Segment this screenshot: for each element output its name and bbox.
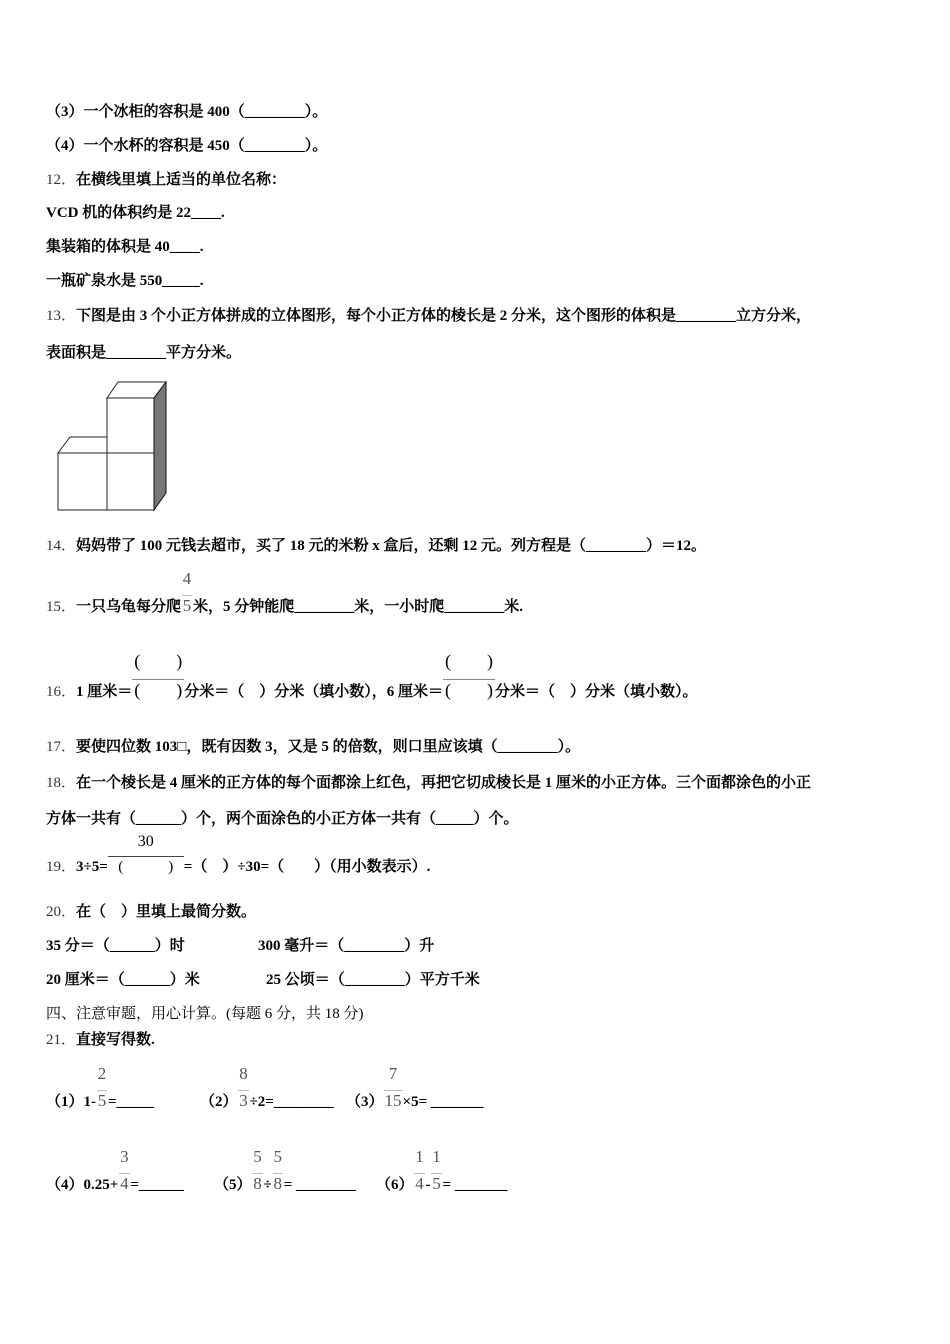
denominator: 5 bbox=[97, 1091, 107, 1110]
denominator: 3 bbox=[239, 1091, 248, 1110]
question-text: 直接写得数. bbox=[76, 1032, 155, 1048]
question-text: 下图是由 3 个小正方体拼成的立体图形，每个小正方体的棱长是 2 分米，这个图形的体积是________立方分米， bbox=[76, 308, 812, 324]
q21-p3 bbox=[346, 1064, 484, 1112]
denominator: 8 bbox=[273, 1174, 282, 1193]
cube-figure bbox=[50, 375, 175, 515]
question-text: 要使四位数 103□，既有因数 3，又是 5 的倍数，则口里应该填（________）。 bbox=[76, 739, 581, 755]
denominator: 8 bbox=[253, 1174, 262, 1193]
q12-line3: 一瓶矿泉水是 550_____. bbox=[46, 273, 204, 289]
numerator: 2 bbox=[97, 1064, 107, 1083]
answer-blank: =_____ bbox=[108, 1094, 155, 1110]
operator: - bbox=[425, 1177, 431, 1193]
label: （3） bbox=[346, 1094, 384, 1110]
numerator-blank: ( ) bbox=[445, 651, 494, 671]
fraction bbox=[384, 1064, 403, 1111]
q20-item-c: 20 厘米＝（______）米 bbox=[46, 972, 200, 988]
q12-line2: 集装箱的体积是 40____. bbox=[46, 239, 204, 255]
fraction bbox=[414, 1147, 426, 1194]
q16 bbox=[46, 651, 698, 702]
q17 bbox=[46, 737, 580, 757]
question-number: 21． bbox=[46, 1032, 77, 1048]
question-text: 妈妈带了 100 元钱去超市，买了 18 元的米粉 x 盒后，还剩 12 元。列方程是（________）＝12。 bbox=[76, 538, 707, 554]
q11-item4: （4）一个水杯的容积是 450（________）。 bbox=[46, 138, 328, 154]
numerator: 1 bbox=[415, 1147, 424, 1166]
question-number: 12． bbox=[46, 172, 77, 188]
q19 bbox=[46, 833, 431, 877]
question-text: 在横线里填上适当的单位名称： bbox=[76, 172, 287, 188]
question-number: 18． bbox=[46, 775, 77, 791]
fraction bbox=[238, 1064, 250, 1111]
question-number: 16． bbox=[46, 684, 77, 700]
q13-line1 bbox=[46, 306, 811, 326]
question-text: 一只乌龟每分爬 bbox=[76, 599, 182, 615]
question-text: =（ ）÷30=（ ）（用小数表示）. bbox=[183, 859, 431, 875]
section-heading: 四、注意审题，用心计算。(每题 6 分，共 18 分) bbox=[46, 1006, 364, 1022]
q11-item3: （3）一个冰柜的容积是 400（________）。 bbox=[46, 104, 328, 120]
fraction bbox=[118, 1147, 130, 1194]
numerator: 30 bbox=[137, 833, 154, 850]
denominator: 5 bbox=[182, 596, 192, 615]
denominator-blank: ( ) bbox=[445, 680, 494, 700]
fraction bbox=[108, 833, 184, 877]
question-number: 13． bbox=[46, 308, 77, 324]
denominator-blank: ( ) bbox=[134, 680, 183, 700]
q15 bbox=[46, 569, 524, 617]
numerator: 4 bbox=[182, 569, 192, 588]
denominator: 4 bbox=[415, 1174, 424, 1193]
answer-blank: =______ bbox=[130, 1177, 184, 1193]
fraction bbox=[181, 569, 193, 616]
question-number: 20． bbox=[46, 904, 77, 920]
q21-p2 bbox=[200, 1064, 334, 1112]
denominator: 5 bbox=[432, 1174, 441, 1193]
blank-fraction bbox=[443, 651, 495, 700]
numerator-blank: ( ) bbox=[134, 651, 183, 671]
numerator: 8 bbox=[239, 1064, 248, 1083]
fraction bbox=[431, 1147, 443, 1194]
question-text: 米，5 分钟能爬________米，一小时爬________米. bbox=[193, 599, 524, 615]
denominator: 4 bbox=[120, 1174, 129, 1193]
numerator: 3 bbox=[120, 1147, 129, 1166]
question-text: 3÷5= bbox=[76, 859, 108, 875]
numerator: 5 bbox=[253, 1147, 262, 1166]
q18-line1 bbox=[46, 773, 811, 793]
numerator: 1 bbox=[432, 1147, 441, 1166]
q21-p4 bbox=[46, 1147, 184, 1195]
answer-blank: = ________ bbox=[283, 1177, 357, 1193]
question-number: 14． bbox=[46, 538, 77, 554]
label: （4）0.25+ bbox=[46, 1177, 119, 1193]
fraction bbox=[252, 1147, 264, 1194]
q12-line1: VCD 机的体积约是 22____. bbox=[46, 205, 225, 221]
fraction bbox=[96, 1064, 108, 1111]
numerator: 7 bbox=[388, 1064, 398, 1083]
denominator: 15 bbox=[384, 1091, 402, 1110]
blank-fraction bbox=[132, 651, 184, 700]
denominator-blank: ( ) bbox=[108, 856, 184, 877]
q21-title bbox=[46, 1030, 155, 1050]
q21-p6 bbox=[376, 1147, 508, 1195]
question-number: 17． bbox=[46, 739, 77, 755]
operator: ÷ bbox=[263, 1177, 272, 1193]
label: （2） bbox=[200, 1094, 238, 1110]
question-text: 在（ ）里填上最简分数。 bbox=[76, 904, 257, 920]
answer-blank: = _______ bbox=[442, 1177, 508, 1193]
q13-line2: 表面积是________平方分米。 bbox=[46, 345, 242, 361]
label: （1）1- bbox=[46, 1094, 96, 1110]
q14 bbox=[46, 536, 706, 556]
question-number: 19． bbox=[46, 859, 77, 875]
q21-p1 bbox=[46, 1064, 155, 1112]
label: （5） bbox=[214, 1177, 252, 1193]
answer-blank: ×5= _______ bbox=[402, 1094, 484, 1110]
question-number: 15． bbox=[46, 599, 77, 615]
question-text: 1 厘米＝ bbox=[76, 684, 133, 700]
q18-line2: 方体一共有（______）个，两个面涂色的小正方体一共有（_____）个。 bbox=[46, 811, 519, 827]
q20-item-d: 25 公顷＝（________）平方千米 bbox=[266, 972, 480, 988]
question-text: 在一个棱长是 4 厘米的正方体的每个面都涂上红色，再把它切成棱长是 1 厘米的小正方体。三个面都涂色的小正 bbox=[76, 775, 812, 791]
question-text: 分米＝（ ）分米（填小数），6 厘米＝ bbox=[184, 684, 444, 700]
fraction bbox=[272, 1147, 284, 1194]
answer-blank: ÷2=________ bbox=[249, 1094, 334, 1110]
label: （6） bbox=[376, 1177, 414, 1193]
numerator: 5 bbox=[273, 1147, 282, 1166]
q20-item-b: 300 毫升＝（________）升 bbox=[258, 938, 435, 954]
q20-title bbox=[46, 902, 256, 922]
q12-title bbox=[46, 170, 286, 190]
q21-p5 bbox=[214, 1147, 357, 1195]
question-text: 分米＝（ ）分米（填小数）。 bbox=[495, 684, 698, 700]
q20-item-a: 35 分＝（______）时 bbox=[46, 938, 185, 954]
